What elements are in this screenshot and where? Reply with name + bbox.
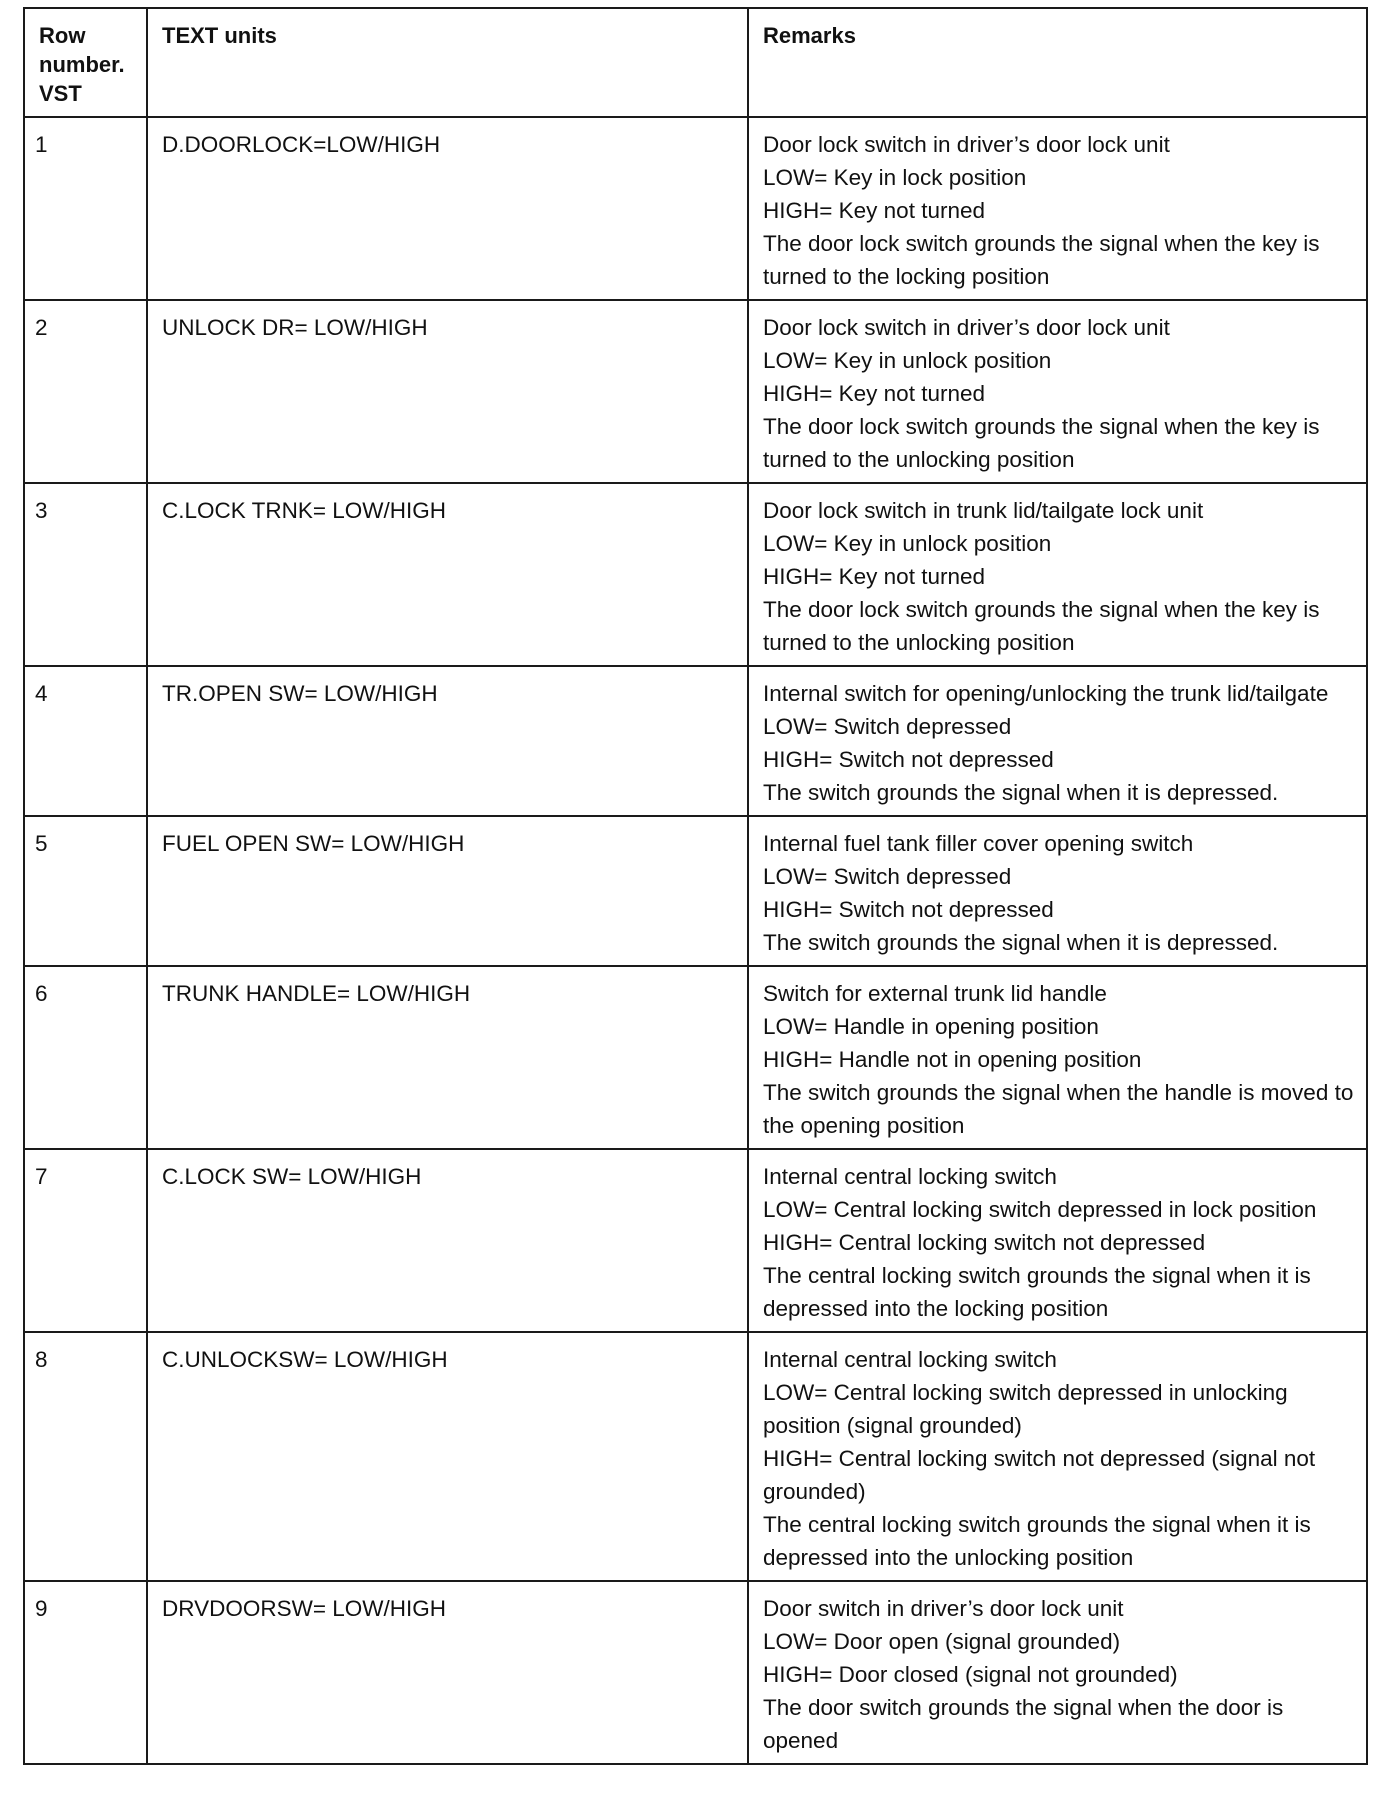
remarks-cell: [748, 1332, 1367, 1581]
remark-line: HIGH= Switch not depressed: [763, 897, 1054, 922]
remarks-cell: [748, 966, 1367, 1149]
remark-line: HIGH= Key not turned: [763, 564, 985, 589]
remark-line: LOW= Switch depressed: [763, 864, 1012, 889]
row-number-cell: 4: [24, 666, 147, 816]
remark-line: Internal central locking switch: [763, 1347, 1057, 1372]
remark-line: The central locking switch grounds the signal when it is depressed into the unlocking position: [763, 1512, 1311, 1570]
table-row: [24, 816, 1367, 966]
remark-line: LOW= Central locking switch depressed in lock position: [763, 1197, 1317, 1222]
remark-line: Internal central locking switch: [763, 1164, 1057, 1189]
remarks-cell: [748, 483, 1367, 666]
remark-line: The switch grounds the signal when it is depressed.: [763, 930, 1279, 955]
remark-line: LOW= Door open (signal grounded): [763, 1629, 1121, 1654]
remark-line: HIGH= Key not turned: [763, 198, 985, 223]
remarks-cell: [748, 117, 1367, 300]
remark-line: HIGH= Switch not depressed: [763, 747, 1054, 772]
remark-line: LOW= Switch depressed: [763, 714, 1012, 739]
remark-line: Internal fuel tank filler cover opening switch: [763, 831, 1194, 856]
remark-line: HIGH= Handle not in opening position: [763, 1047, 1142, 1072]
row-number-cell: 2: [24, 300, 147, 483]
row-number-cell: 5: [24, 816, 147, 966]
text-units-cell: TRUNK HANDLE= LOW/HIGH: [147, 966, 748, 1149]
text-units-cell: C.LOCK TRNK= LOW/HIGH: [147, 483, 748, 666]
remarks-cell: [748, 816, 1367, 966]
remark-line: LOW= Key in lock position: [763, 165, 1027, 190]
remark-line: The central locking switch grounds the signal when it is depressed into the locking position: [763, 1263, 1311, 1321]
remark-line: Internal switch for opening/unlocking the trunk lid/tailgate: [763, 681, 1329, 706]
remark-line: Door lock switch in driver’s door lock unit: [763, 132, 1170, 157]
row-number-cell: 6: [24, 966, 147, 1149]
remarks-cell: [748, 1581, 1367, 1764]
table-row: [24, 483, 1367, 666]
remark-line: HIGH= Central locking switch not depressed (signal not grounded): [763, 1446, 1316, 1504]
signal-table-sheet: [23, 7, 1366, 1765]
remarks-cell: [748, 300, 1367, 483]
remark-line: HIGH= Central locking switch not depressed: [763, 1230, 1206, 1255]
text-units-cell: UNLOCK DR= LOW/HIGH: [147, 300, 748, 483]
table-row: [24, 666, 1367, 816]
remark-line: Switch for external trunk lid handle: [763, 981, 1107, 1006]
remark-line: HIGH= Door closed (signal not grounded): [763, 1662, 1178, 1687]
text-units-cell: TR.OPEN SW= LOW/HIGH: [147, 666, 748, 816]
remark-line: The door lock switch grounds the signal when the key is turned to the unlocking position: [763, 597, 1320, 655]
remark-line: LOW= Handle in opening position: [763, 1014, 1099, 1039]
remark-line: The door lock switch grounds the signal when the key is turned to the locking position: [763, 231, 1320, 289]
table-header-row: [24, 8, 1367, 117]
header-row-number: Row number. VST: [24, 8, 147, 117]
text-units-cell: D.DOORLOCK=LOW/HIGH: [147, 117, 748, 300]
row-number-cell: 7: [24, 1149, 147, 1332]
remark-line: LOW= Key in unlock position: [763, 348, 1052, 373]
remark-line: The switch grounds the signal when the handle is moved to the opening position: [763, 1080, 1354, 1138]
remark-line: The door lock switch grounds the signal when the key is turned to the unlocking position: [763, 414, 1320, 472]
row-number-cell: 9: [24, 1581, 147, 1764]
remark-line: Door lock switch in trunk lid/tailgate lock unit: [763, 498, 1204, 523]
row-number-cell: 8: [24, 1332, 147, 1581]
remarks-cell: [748, 666, 1367, 816]
text-units-cell: C.LOCK SW= LOW/HIGH: [147, 1149, 748, 1332]
table-row: [24, 966, 1367, 1149]
table-row: [24, 117, 1367, 300]
table-row: [24, 300, 1367, 483]
row-number-cell: 3: [24, 483, 147, 666]
row-number-cell: 1: [24, 117, 147, 300]
table-row: [24, 1581, 1367, 1764]
table-row: [24, 1149, 1367, 1332]
text-units-cell: DRVDOORSW= LOW/HIGH: [147, 1581, 748, 1764]
header-text-units: TEXT units: [147, 8, 748, 117]
remarks-cell: [748, 1149, 1367, 1332]
text-units-cell: C.UNLOCKSW= LOW/HIGH: [147, 1332, 748, 1581]
remark-line: HIGH= Key not turned: [763, 381, 985, 406]
remark-line: The switch grounds the signal when it is depressed.: [763, 780, 1279, 805]
remark-line: LOW= Central locking switch depressed in unlocking position (signal grounded): [763, 1380, 1288, 1438]
table-body: [24, 117, 1367, 1764]
remark-line: LOW= Key in unlock position: [763, 531, 1052, 556]
remark-line: The door switch grounds the signal when the door is opened: [763, 1695, 1284, 1753]
remark-line: Door lock switch in driver’s door lock unit: [763, 315, 1170, 340]
remark-line: Door switch in driver’s door lock unit: [763, 1596, 1124, 1621]
text-units-cell: FUEL OPEN SW= LOW/HIGH: [147, 816, 748, 966]
table-row: [24, 1332, 1367, 1581]
signal-table: [23, 7, 1368, 1765]
header-remarks: Remarks: [748, 8, 1367, 117]
